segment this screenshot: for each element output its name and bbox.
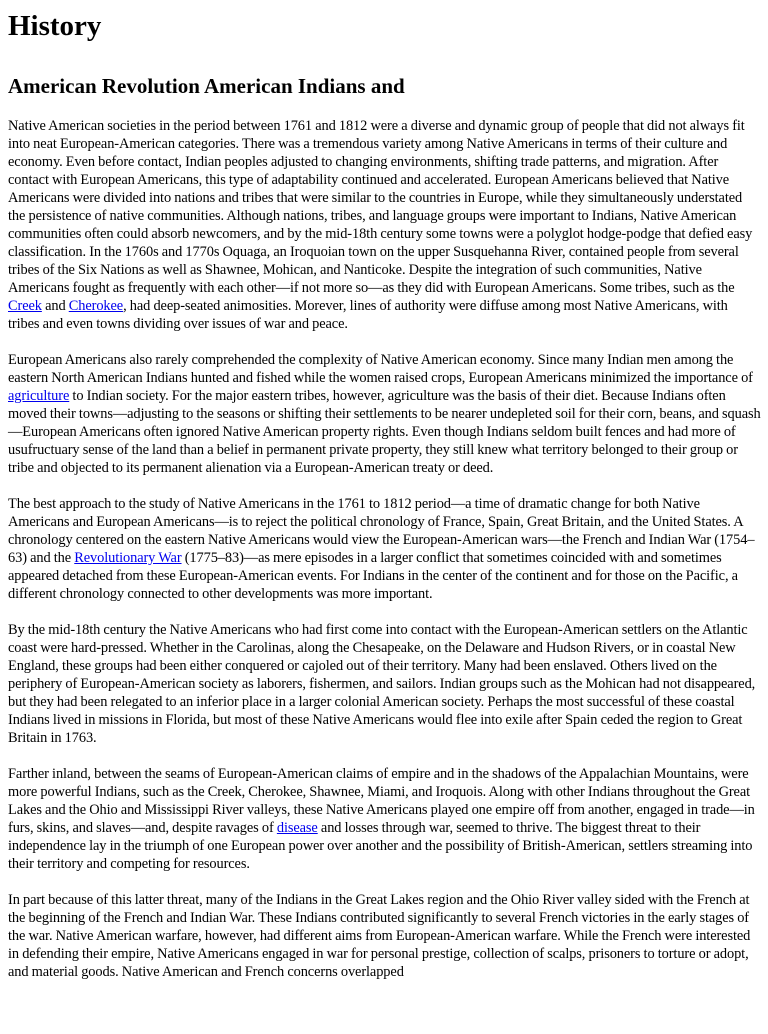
link-disease[interactable]: disease bbox=[276, 820, 318, 836]
paragraph bbox=[8, 621, 762, 747]
page-title: History bbox=[8, 10, 102, 42]
paragraph-text: The best approach to the study of Native Americans in the 1761 to 1812 period—a time of dramatic change for both Native Americans and European Americans—is to reject the political chronology of France, Spain, Great Britain, and the United States. A chronology centered on the eastern Native Americans would view the European-American wars—the French and Indian War (1754–63) and the bbox=[8, 496, 755, 566]
link-cherokee[interactable]: Cherokee bbox=[68, 298, 124, 314]
link-agriculture[interactable]: agriculture bbox=[8, 388, 70, 404]
link-revolutionary-war[interactable]: Revolutionary War bbox=[74, 550, 182, 566]
article bbox=[0, 10, 768, 981]
paragraph-text: and losses through war, seemed to thrive. The biggest threat to their independence lay in the triumph of one European power over another and the possibility of British-American, settlers streaming into their territory and competing for resources. bbox=[8, 820, 753, 872]
paragraph-text: and bbox=[41, 298, 69, 314]
paragraph-text: Farther inland, between the seams of European-American claims of empire and in the shadows of the Appalachian Mountains, were more powerful Indians, such as the Creek, Cherokee, Shawnee, Miami, and Iroquois. Along with other Indians throughout the Great Lakes and the Ohio and Mississippi River valleys, these Native Americans played one empire off from another, engaged in trade—in furs, skins, and slaves—and, despite ravages of bbox=[8, 766, 755, 836]
section-title: American Revolution American Indians and bbox=[8, 74, 405, 98]
paragraph-text: In part because of this latter threat, many of the Indians in the Great Lakes region and the Ohio River valley sided with the French at the beginning of the French and Indian War. These Indians contributed significantly to several French victories in the early stages of the war. Native American warfare, however, had different aims from European-American warfare. While the French were interested in defending their empire, Native Americans engaged in war for personal prestige, collection of scalps, prisoners to torture or adopt, and material goods. Native American and French concerns overlapped bbox=[8, 892, 751, 980]
paragraph-text: to Indian society. For the major eastern tribes, however, agriculture was the basis of their diet. Because Indians often moved their towns—adjusting to the seasons or shifting their settlements to be nearer undepleted soil for their corn, beans, and squash—European Americans often ignored Native American property rights. Even though Indians seldom built fences and had more of usufructuary sense of the land than a belief in permanent private property, they still knew what territory belonged to their group or tribe and objected to its permanent alienation via a European-American treaty or deed. bbox=[8, 388, 761, 476]
paragraph-text: (1775–83)—as mere episodes in a larger conflict that sometimes coincided with and sometimes appeared detached from these European-American events. For Indians in the center of the continent and for those on the Pacific, a different chronology connected to other developments was more important. bbox=[8, 550, 738, 602]
paragraph bbox=[8, 891, 762, 981]
paragraph-text: European Americans also rarely comprehended the complexity of Native American economy. Since many Indian men among the eastern North American Indians hunted and fished while the women raised crops, European Americans minimized the importance of bbox=[8, 352, 753, 386]
paragraph-text: , had deep-seated animosities. Morever, lines of authority were diffuse among most Native Americans, with tribes and even towns dividing over issues of war and peace. bbox=[8, 298, 728, 332]
paragraph-text: Native American societies in the period between 1761 and 1812 were a diverse and dynamic group of people that did not always fit into neat European-American categories. There was a tremendous variety among Native Americans in terms of their culture and economy. Even before contact, Indian peoples adjusted to changing environments, shifting trade patterns, and migration. After contact with European Americans, this type of adaptability continued and accelerated. European Americans believed that Native Americans were divided into nations and tribes that were similar to the countries in Europe, while they simultaneously understated the persistence of native communities. Although nations, tribes, and language groups were important to Indians, Native American communities often could absorb newcomers, and by the mid-18th century some towns were a polyglot hodge-podge that defied easy classification. In the 1760s and 1770s Oquaga, an Iroquoian town on the upper Susquehanna River, contained people from several tribes of the Six Nations as well as Shawnee, Mohican, and Nanticoke. Despite the integration of such communities, Native Americans fought as frequently with each other—if not more so—as they did with European Americans. Some tribes, such as the bbox=[8, 118, 753, 296]
link-creek[interactable]: Creek bbox=[8, 298, 42, 314]
paragraph bbox=[8, 117, 762, 333]
paragraph-text: By the mid-18th century the Native Americans who had first come into contact with the European-American settlers on the Atlantic coast were hard-pressed. Whether in the Carolinas, along the Chesapeake, on the Delaware and Hudson Rivers, or in coastal New England, these groups had been either conquered or cajoled out of their territory. Many had been enslaved. Others lived on the periphery of European-American society as laborers, fishermen, and sailors. Indian groups such as the Mohican had not disappeared, but they had been relegated to an inferior place in a larger colonial American society. Perhaps the most successful of these coastal Indians lived in missions in Florida, but most of these Native Americans would flee into exile after Spain ceded the region to Great Britain in 1763. bbox=[8, 622, 756, 746]
paragraph bbox=[8, 351, 762, 477]
article-body bbox=[8, 117, 762, 981]
paragraph bbox=[8, 495, 762, 603]
paragraph bbox=[8, 765, 762, 873]
